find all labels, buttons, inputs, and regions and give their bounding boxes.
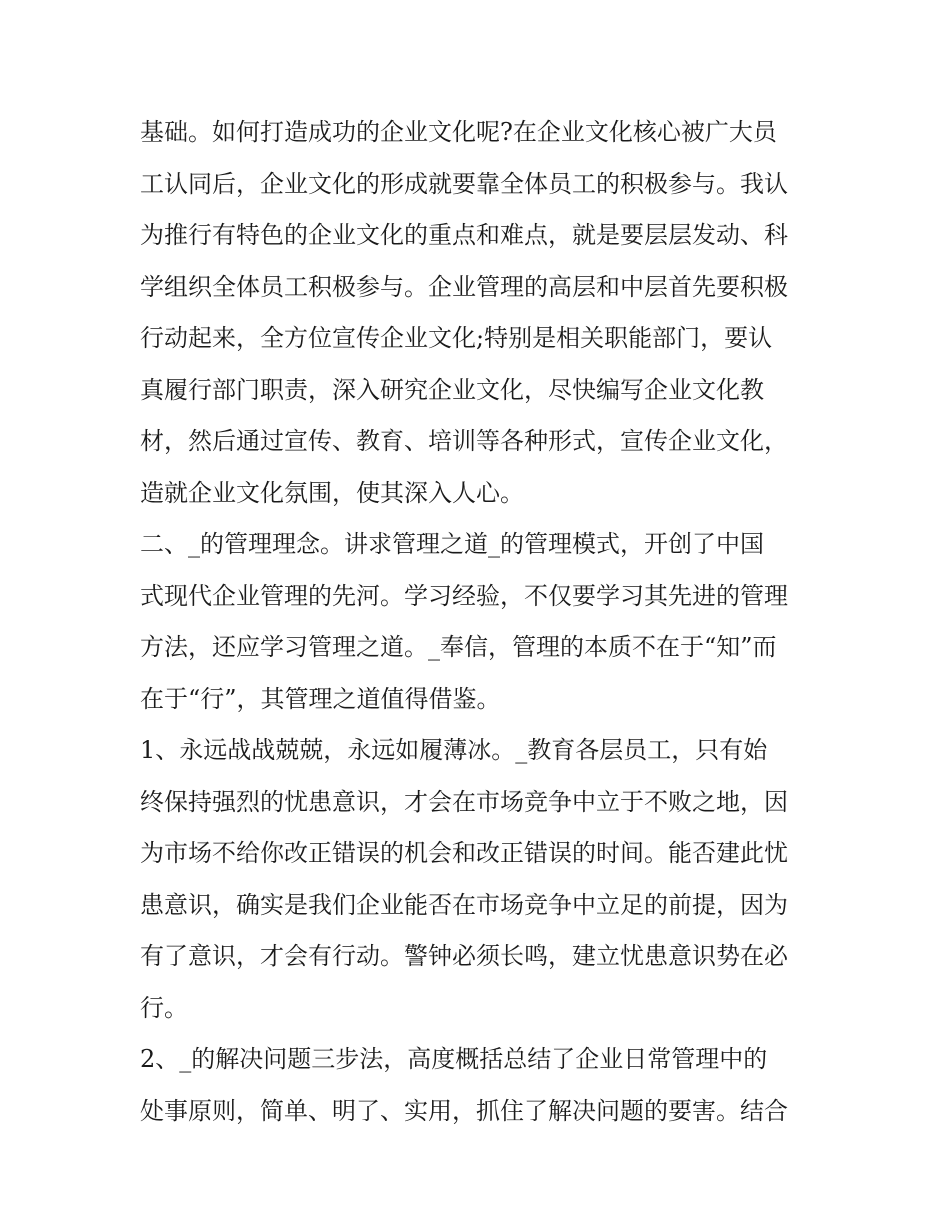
text-line: 在于“行”，其管理之道值得借鉴。 <box>140 684 501 713</box>
text-line: 学组织全体员工积极参与。企业管理的高层和中层首先要积极 <box>140 272 788 301</box>
text-line: 真履行部门职责，深入研究企业文化，尽快编写企业文化教 <box>140 375 764 404</box>
text-line: 造就企业文化氛围，使其深入人心。 <box>140 478 524 507</box>
section-heading-line: 二、_的管理理念。讲求管理之道_的管理模式，开创了中国 <box>140 530 764 558</box>
text-line: 终保持强烈的忧患意识，才会在市场竞争中立于不败之地，因 <box>140 787 788 816</box>
text-line: 为推行有特色的企业文化的重点和难点，就是要层层发动、科 <box>140 221 788 249</box>
text-line: 患意识，确实是我们企业能否在市场竞争中立足的前提，因为 <box>140 890 788 919</box>
text-line: 行动起来，全方位宣传企业文化;特别是相关职能部门，要认 <box>140 324 773 352</box>
document-body <box>140 107 830 1137</box>
text-line: 方法，还应学习管理之道。_奉信，管理的本质不在于“知”而 <box>140 633 777 661</box>
list-item-line: 2、_的解决问题三步法，高度概括总结了企业日常管理中的 <box>140 1045 768 1073</box>
text-line: 为市场不给你改正错误的机会和改正错误的时间。能否建此忧 <box>140 839 788 867</box>
text-line: 处事原则，简单、明了、实用，抓住了解决问题的要害。结合 <box>140 1096 788 1125</box>
text-line: 有了意识，才会有行动。警钟必须长鸣，建立忧患意识势在必 <box>140 942 788 970</box>
text-line: 基础。如何打造成功的企业文化呢?在企业文化核心被广大员 <box>140 118 777 146</box>
text-line: 材，然后通过宣传、教育、培训等各种形式，宣传企业文化， <box>140 427 788 455</box>
text-line: 式现代企业管理的先河。学习经验，不仅要学习其先进的管理 <box>140 581 788 610</box>
list-item-line: 1、永远战战兢兢，永远如履薄冰。_教育各层员工，只有始 <box>140 736 768 764</box>
text-line: 工认同后，企业文化的形成就要靠全体员工的积极参与。我认 <box>140 169 788 198</box>
text-line: 行。 <box>140 993 188 1022</box>
